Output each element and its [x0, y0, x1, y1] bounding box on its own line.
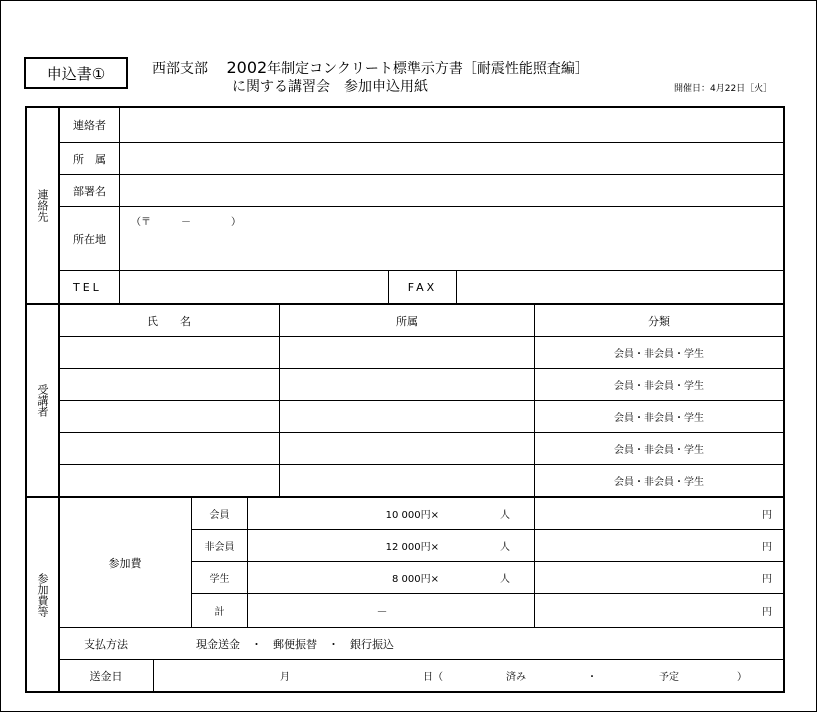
attendee-name-field[interactable]	[59, 337, 279, 368]
fee-price-member: 10 000円×	[385, 510, 439, 521]
send-day-label: 日（	[423, 672, 443, 683]
title-year: 2002	[226, 58, 268, 77]
attendee-name-field[interactable]	[59, 401, 279, 432]
attendee-category-options[interactable]: 会員・非会員・学生	[614, 349, 704, 360]
title-main: 年制定コンクリート標準示方書［耐震性能照査編］	[267, 61, 589, 77]
attendee-category-header: 分類	[648, 314, 670, 328]
address-field[interactable]	[120, 230, 782, 270]
form-title	[152, 58, 589, 78]
close-paren: ）	[737, 672, 747, 683]
attendee-affiliation-field[interactable]	[280, 401, 534, 432]
department-label: 部署名	[73, 184, 106, 198]
affiliation-label: 所 属	[73, 152, 106, 166]
fee-type-total: 計	[214, 607, 225, 618]
attendee-name-header: 氏 名	[147, 314, 191, 328]
fee-amount-nonmember[interactable]: 円	[762, 542, 772, 553]
fee-label: 参加費	[108, 556, 142, 570]
contact-person-label: 連絡者	[73, 119, 106, 132]
attendee-affiliation-field[interactable]	[280, 465, 534, 496]
send-month-label: 月	[280, 672, 290, 683]
fee-amount-student[interactable]: 円	[762, 574, 772, 585]
postal-code-template: （〒 － ）	[131, 216, 241, 228]
fax-label: FAX	[407, 280, 438, 294]
fee-price-nonmember: 12 000円×	[385, 542, 439, 553]
fees-section-label: 参加費等	[36, 572, 49, 617]
attendee-name-field[interactable]	[59, 465, 279, 496]
contact-section-label: 連絡先	[36, 189, 49, 222]
form-number-badge: 申込書①	[24, 57, 128, 89]
row-line	[59, 627, 783, 628]
attendee-category-options[interactable]: 会員・非会員・学生	[614, 413, 704, 424]
status-planned-option[interactable]: 予定	[659, 672, 679, 683]
department-field[interactable]	[120, 175, 782, 206]
fee-type-member: 会員	[209, 510, 230, 521]
attendee-affiliation-field[interactable]	[280, 433, 534, 464]
attendee-category-options[interactable]: 会員・非会員・学生	[614, 381, 704, 392]
attendee-category-options[interactable]: 会員・非会員・学生	[614, 477, 704, 488]
row-line	[59, 206, 783, 207]
fee-price-student: 8 000円×	[391, 574, 439, 585]
col-line	[153, 660, 154, 691]
tel-label: TEL	[73, 280, 102, 294]
fee-total-dash: －	[376, 604, 388, 618]
affiliation-field[interactable]	[120, 143, 782, 174]
application-form-table	[25, 106, 785, 693]
attendee-name-field[interactable]	[59, 369, 279, 400]
fee-type-student: 学生	[209, 574, 230, 585]
contact-person-field[interactable]	[120, 109, 782, 141]
fee-unit-student: 人	[500, 574, 510, 585]
payment-method-label: 支払方法	[84, 637, 128, 651]
address-label: 所在地	[73, 232, 106, 246]
status-done-option[interactable]: 済み	[506, 672, 526, 683]
event-date: 開催日：4月22日［火］	[674, 84, 773, 94]
attendee-category-options[interactable]: 会員・非会員・学生	[614, 445, 704, 456]
fee-amount-member[interactable]: 円	[762, 510, 772, 521]
tel-field[interactable]	[120, 271, 388, 303]
attendee-affiliation-field[interactable]	[280, 369, 534, 400]
fee-unit-member: 人	[500, 510, 510, 521]
title-prefix: 西部支部	[152, 61, 208, 77]
fax-field[interactable]	[457, 271, 782, 303]
send-date-label: 送金日	[89, 669, 123, 683]
form-title-line2: に関する講習会 参加申込用紙	[232, 79, 428, 95]
status-separator: ・	[587, 672, 597, 683]
fee-type-nonmember: 非会員	[204, 542, 235, 553]
fee-amount-total[interactable]: 円	[762, 607, 772, 618]
attendee-affiliation-header: 所属	[396, 314, 418, 328]
payment-method-options[interactable]: 現金送金 ・ 郵便振替 ・ 銀行振込	[196, 637, 394, 651]
attendee-affiliation-field[interactable]	[280, 337, 534, 368]
fee-unit-nonmember: 人	[500, 542, 510, 553]
attendee-name-field[interactable]	[59, 433, 279, 464]
attendees-section-label: 受講者	[36, 384, 49, 417]
